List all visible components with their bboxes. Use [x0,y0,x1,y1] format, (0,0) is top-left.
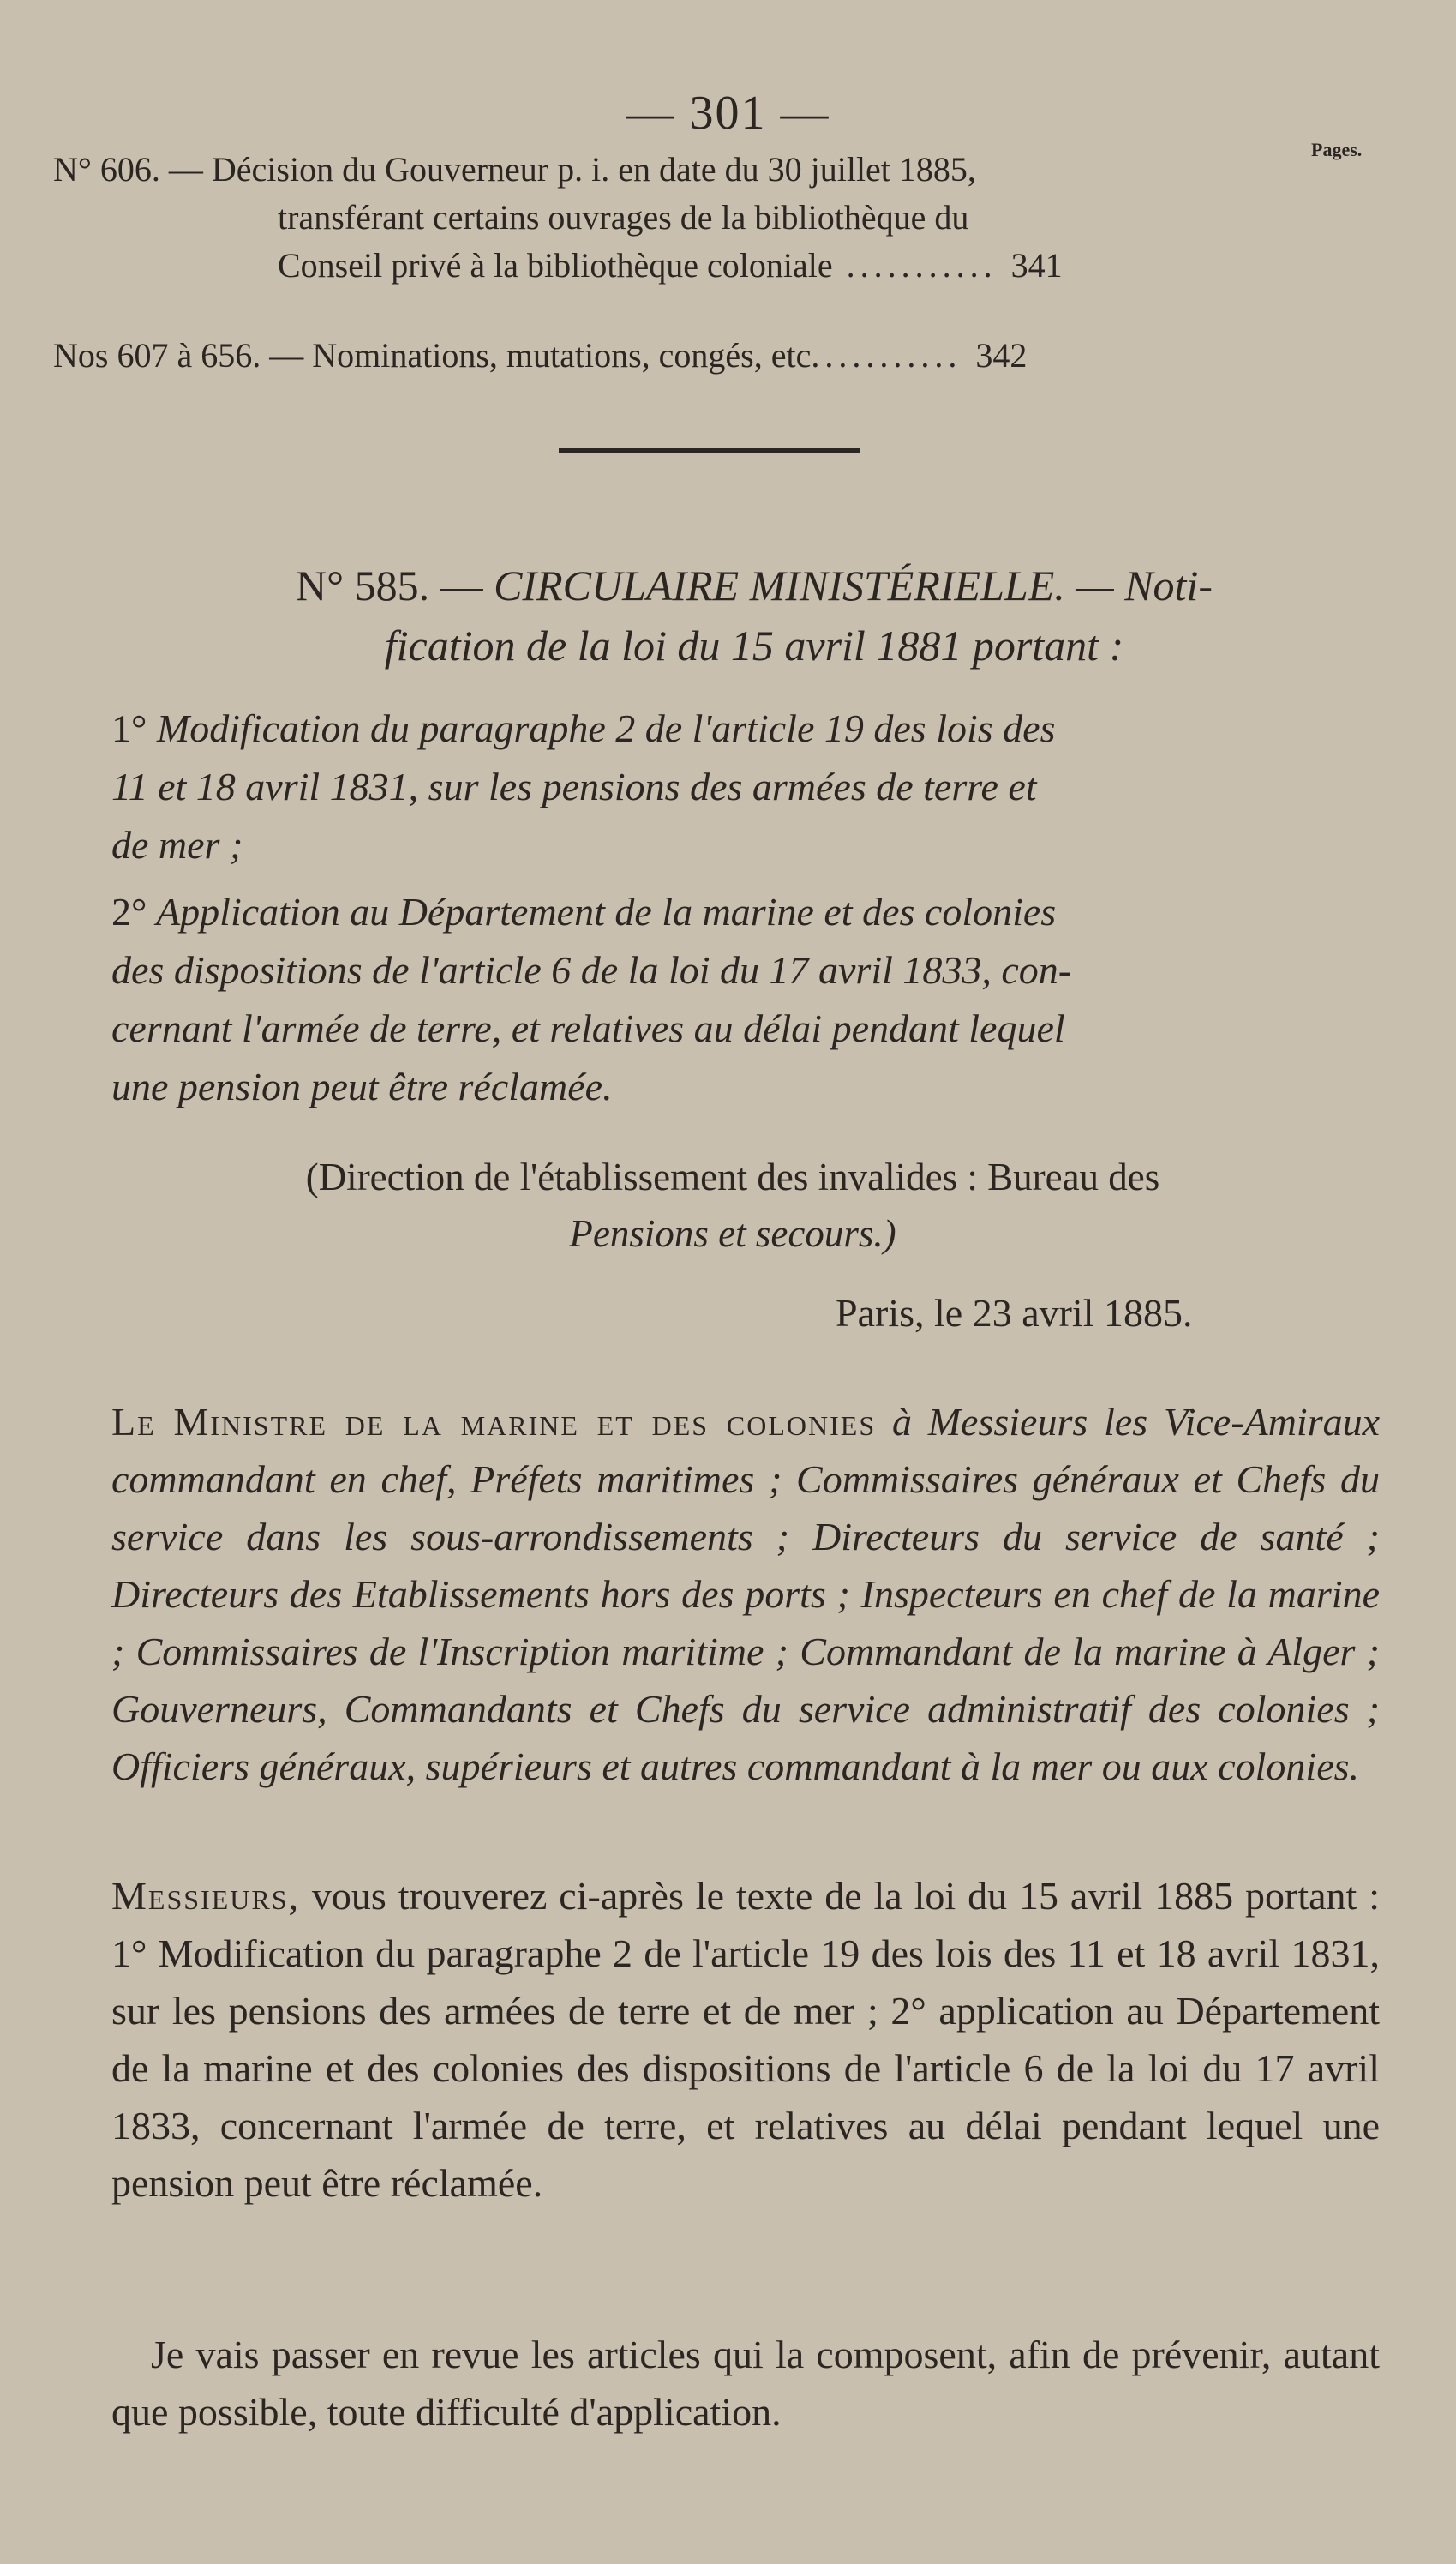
toc-entry-607-656: Nos 607 à 656. — Nominations, mutations, congés, etc........... 342 [53,336,1028,375]
toc-entry-page: 342 [975,336,1028,375]
address-sender: Le Ministre de la marine et des colonies [111,1400,877,1444]
toc-entry-line: transférant certains ouvrages de la bibliothèque du [278,198,969,237]
circular-number: N° 585. — [296,561,483,609]
toc-entry-page: 341 [1010,246,1063,285]
item-line: de mer ; [111,823,243,867]
circular-title [111,555,1397,676]
dateline: Paris, le 23 avril 1885. [836,1291,1193,1335]
toc-entry-line: Conseil privé à la bibliothèque coloniale [278,246,833,285]
circular-heading-line2: fication de la loi du 15 avril 1881 portant : [384,621,1124,670]
body-paragraph-1 [111,1867,1380,2212]
body-text-1: vous trouverez ci-après le texte de la loi du 15 avril 1885 portant : 1° Modification du paragraphe 2 de l'article 19 des lois des 11 et 18 avril 1831, sur les pensions des armées de terre et de mer ; 2° application au Département de la marine et des colonies des dispositions de l'article 6 de la loi du 17 avril 1833, concernant l'armée de terre, et relatives au délai pendant lequel une pension peut être réclamée. [111,1874,1381,2205]
toc-entry-line: Décision du Gouverneur p. i. en date du 30 juillet 1885, [211,150,976,189]
address-recipients: à Messieurs les Vice-Amiraux commandant en chef, Préfets maritimes ; Commissaires généraux et Chefs du service dans les sous-arrondissements ; Directeurs du service de santé ; Directeurs des Etablissements hors des ports ; Inspecteurs en chef de la marine ; Commissaires de l'Inscription maritime ; Commandant de la marine à Alger ; Gouverneurs, Commandants et Chefs du service administratif des colonies ; Officiers généraux, supérieurs et autres commandant à la mer ou aux colonies. [111,1400,1381,1788]
provision-item-1 [111,700,1380,874]
item-line: Application au Département de la marine et des colonies [156,890,1057,934]
item-line: 11 et 18 avril 1831, sur les pensions des armées de terre et [111,765,1037,808]
item-line: des dispositions de l'article 6 de la loi du 17 avril 1833, con- [111,948,1072,992]
item-line: cernant l'armée de terre, et relatives au délai pendant lequel [111,1006,1065,1050]
salutation: Messieurs, [111,1874,300,1918]
page-number: — 301 — [626,87,830,140]
direction-note [111,1149,1354,1262]
provision-item-2 [111,883,1380,1116]
item-number: 2° [111,890,147,934]
item-line: Modification du paragraphe 2 de l'article 19 des lois des [156,706,1056,750]
section-divider [559,448,860,453]
toc-entry-line: Nominations, mutations, congés, etc [312,336,812,375]
toc-entry-number: Nos 607 à 656. — [53,336,304,375]
circular-heading: CIRCULAIRE MINISTÉRIELLE. — Noti- [494,561,1213,609]
direction-line: (Direction de l'établissement des invalides : Bureau des [305,1156,1160,1198]
pages-column-label: Pages. [1311,139,1363,160]
item-line: une pension peut être réclamée. [111,1065,613,1108]
direction-line: Pensions et secours.) [569,1212,896,1255]
toc-entry-number: N° 606. — [53,150,203,189]
address-paragraph [111,1393,1380,1795]
toc-entry-606: N° 606. — Décision du Gouverneur p. i. en date du 30 juillet 1885, transférant certains ouvrages de la bibliothèque du Conseil privé à la bibliothèque coloniale ........... 341 [53,146,1339,290]
body-paragraph-2: Je vais passer en revue les articles qui la composent, afin de prévenir, autant que possible, toute difficulté d'application. [111,2333,1380,2434]
item-number: 1° [111,706,147,750]
